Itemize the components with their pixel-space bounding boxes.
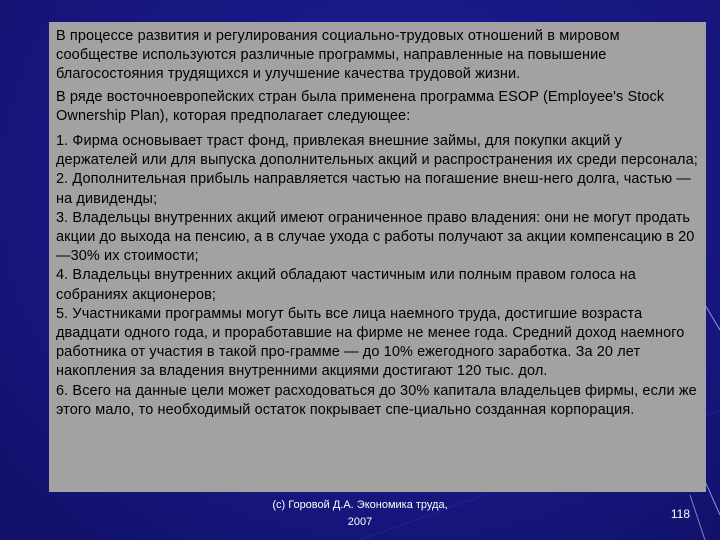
footer-copyright [250, 497, 470, 531]
list-item: 2. Дополнительная прибыль направляется частью на погашение внеш-него долга, частью — на дивиденды; [56, 171, 691, 207]
list-item: 4. Владельцы внутренних акций обладают частичным или полным правом голоса на собраниях акционеров; [56, 267, 636, 303]
intro-paragraph: В процессе развития и регулирования социально-трудовых отношений в мировом сообществе используются различные программы, направленные на повышение благосостояния трудящихся и улучшение качества трудовой жизни. [56, 28, 620, 83]
page-number: 118 [670, 507, 690, 521]
list-item: 5. Участниками программы могут быть все лица наемного труда, достигшие возраста двадцати одного года, и проработавшие на фирме не менее года. Средний доход наемного работника от участия в такой про-грамме — до 10% ежегодного заработка. За 20 лет накопления за владения внутренними акциями достигают 120 тыс. дол. [56, 305, 685, 380]
footer-copyright-line2: 2007 [347, 516, 373, 528]
list-item: 1. Фирма основывает траст фонд, привлекая внешние займы, для покупки акций у держателей или для выпуска дополнительных акций и распространения их среди персонала; [56, 133, 698, 169]
footer-copyright-line1: (c) Горовой Д.А. Экономика труда, [272, 499, 448, 511]
list-item: 6. Всего на данные цели может расходоваться до 30% капитала владельцев фирмы, если же этого мало, то необходимый остаток покрывает спе-циально созданная корпорация. [56, 382, 697, 418]
content-box [49, 22, 706, 492]
esop-paragraph: В ряде восточноевропейских стран была применена программа ESOP (Employee's Stock Ownership Plan), которая предполагает следующее: [56, 88, 665, 124]
list-item: 3. Владельцы внутренних акций имеют ограниченное право владения: они не могут продать акции до выхода на пенсию, а в случае ухода с работы получают за акции компенсацию в 20—30% их стоимости; [56, 209, 695, 265]
decorative-line-3 [690, 495, 705, 540]
decorative-line-1 [705, 305, 720, 330]
esop-list [56, 132, 698, 420]
